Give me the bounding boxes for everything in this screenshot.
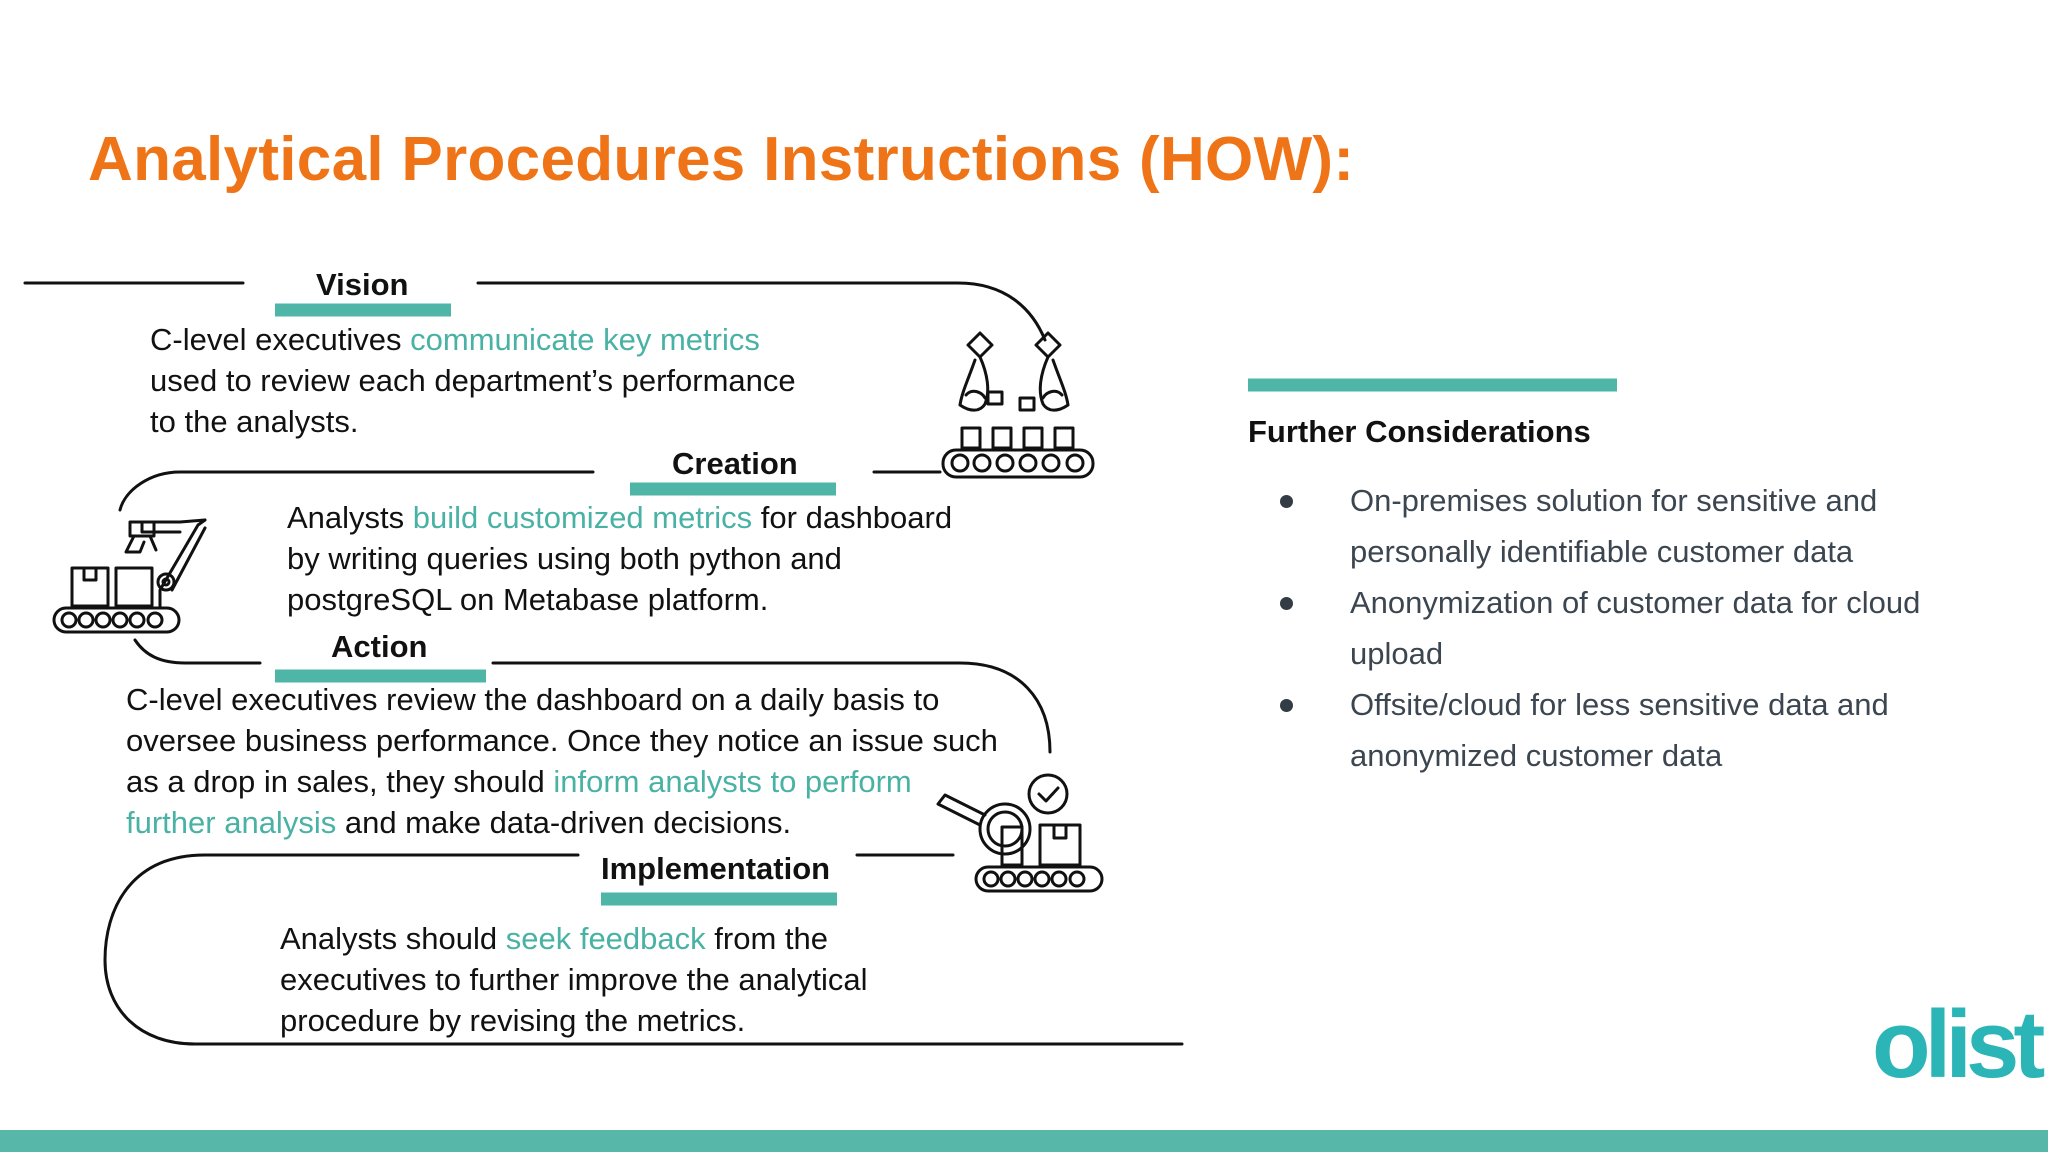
step-title-action: Action	[331, 629, 428, 664]
step-text-segment: postgreSQL on Metabase platform.	[287, 582, 769, 617]
further-considerations-list	[1280, 475, 1980, 781]
step-text-segment: and make data-driven decisions.	[336, 805, 792, 840]
step-text-segment: as a drop in sales, they should	[126, 764, 554, 799]
list-item-text: Offsite/cloud for less sensitive data and anonymized customer data	[1350, 687, 1889, 773]
step-text-segment: C-level executives	[150, 322, 411, 357]
robot-hands-conveyor-icon	[943, 333, 1093, 477]
step-title-creation: Creation	[672, 446, 798, 481]
highlighted-text: inform analysts to perform	[553, 764, 912, 799]
slide-title: Analytical Procedures Instructions (HOW):	[88, 125, 1355, 194]
further-considerations-title: Further Considerations	[1248, 414, 1591, 449]
step-text-segment: from the	[705, 921, 828, 956]
step-text-action	[126, 679, 998, 843]
step-text-implementation	[280, 918, 868, 1041]
list-item-text: Anonymization of customer data for cloud upload	[1350, 585, 1921, 671]
step-text-segment: procedure by revising the metrics.	[280, 1003, 746, 1038]
step-text-segment: to the analysts.	[150, 404, 359, 439]
step-text-segment: C-level executives review the dashboard on a daily basis to	[126, 682, 940, 717]
step-title-vision: Vision	[316, 267, 409, 302]
step-text-creation	[287, 497, 952, 620]
bullet-icon	[1280, 699, 1293, 712]
olist-logo: olist	[1872, 991, 2040, 1098]
step-text-segment: Analysts should	[280, 921, 506, 956]
highlighted-text: seek feedback	[505, 921, 706, 956]
highlighted-text: further analysis	[126, 805, 337, 840]
bullet-icon	[1280, 597, 1293, 610]
highlighted-text: build customized metrics	[412, 500, 753, 535]
highlighted-text: communicate key metrics	[410, 322, 760, 357]
bullet-icon	[1280, 495, 1293, 508]
list-item	[1280, 577, 1980, 679]
footer-bar	[0, 1130, 2048, 1152]
step-text-segment: for dashboard	[752, 500, 953, 535]
list-item-text: On-premises solution for sensitive and personally identifiable customer data	[1350, 483, 1878, 569]
step-text-segment: executives to further improve the analytical	[280, 962, 868, 997]
robot-arm-conveyor-icon	[54, 520, 205, 632]
step-text-segment: used to review each department’s performance	[150, 363, 796, 398]
step-title-implementation: Implementation	[601, 851, 831, 886]
list-item	[1280, 679, 1980, 781]
step-text-segment: oversee business performance. Once they notice an issue such	[126, 723, 998, 758]
step-text-segment: Analysts	[287, 500, 413, 535]
list-item	[1280, 475, 1980, 577]
step-text-segment: by writing queries using both python and	[287, 541, 842, 576]
step-text-vision	[150, 319, 796, 442]
